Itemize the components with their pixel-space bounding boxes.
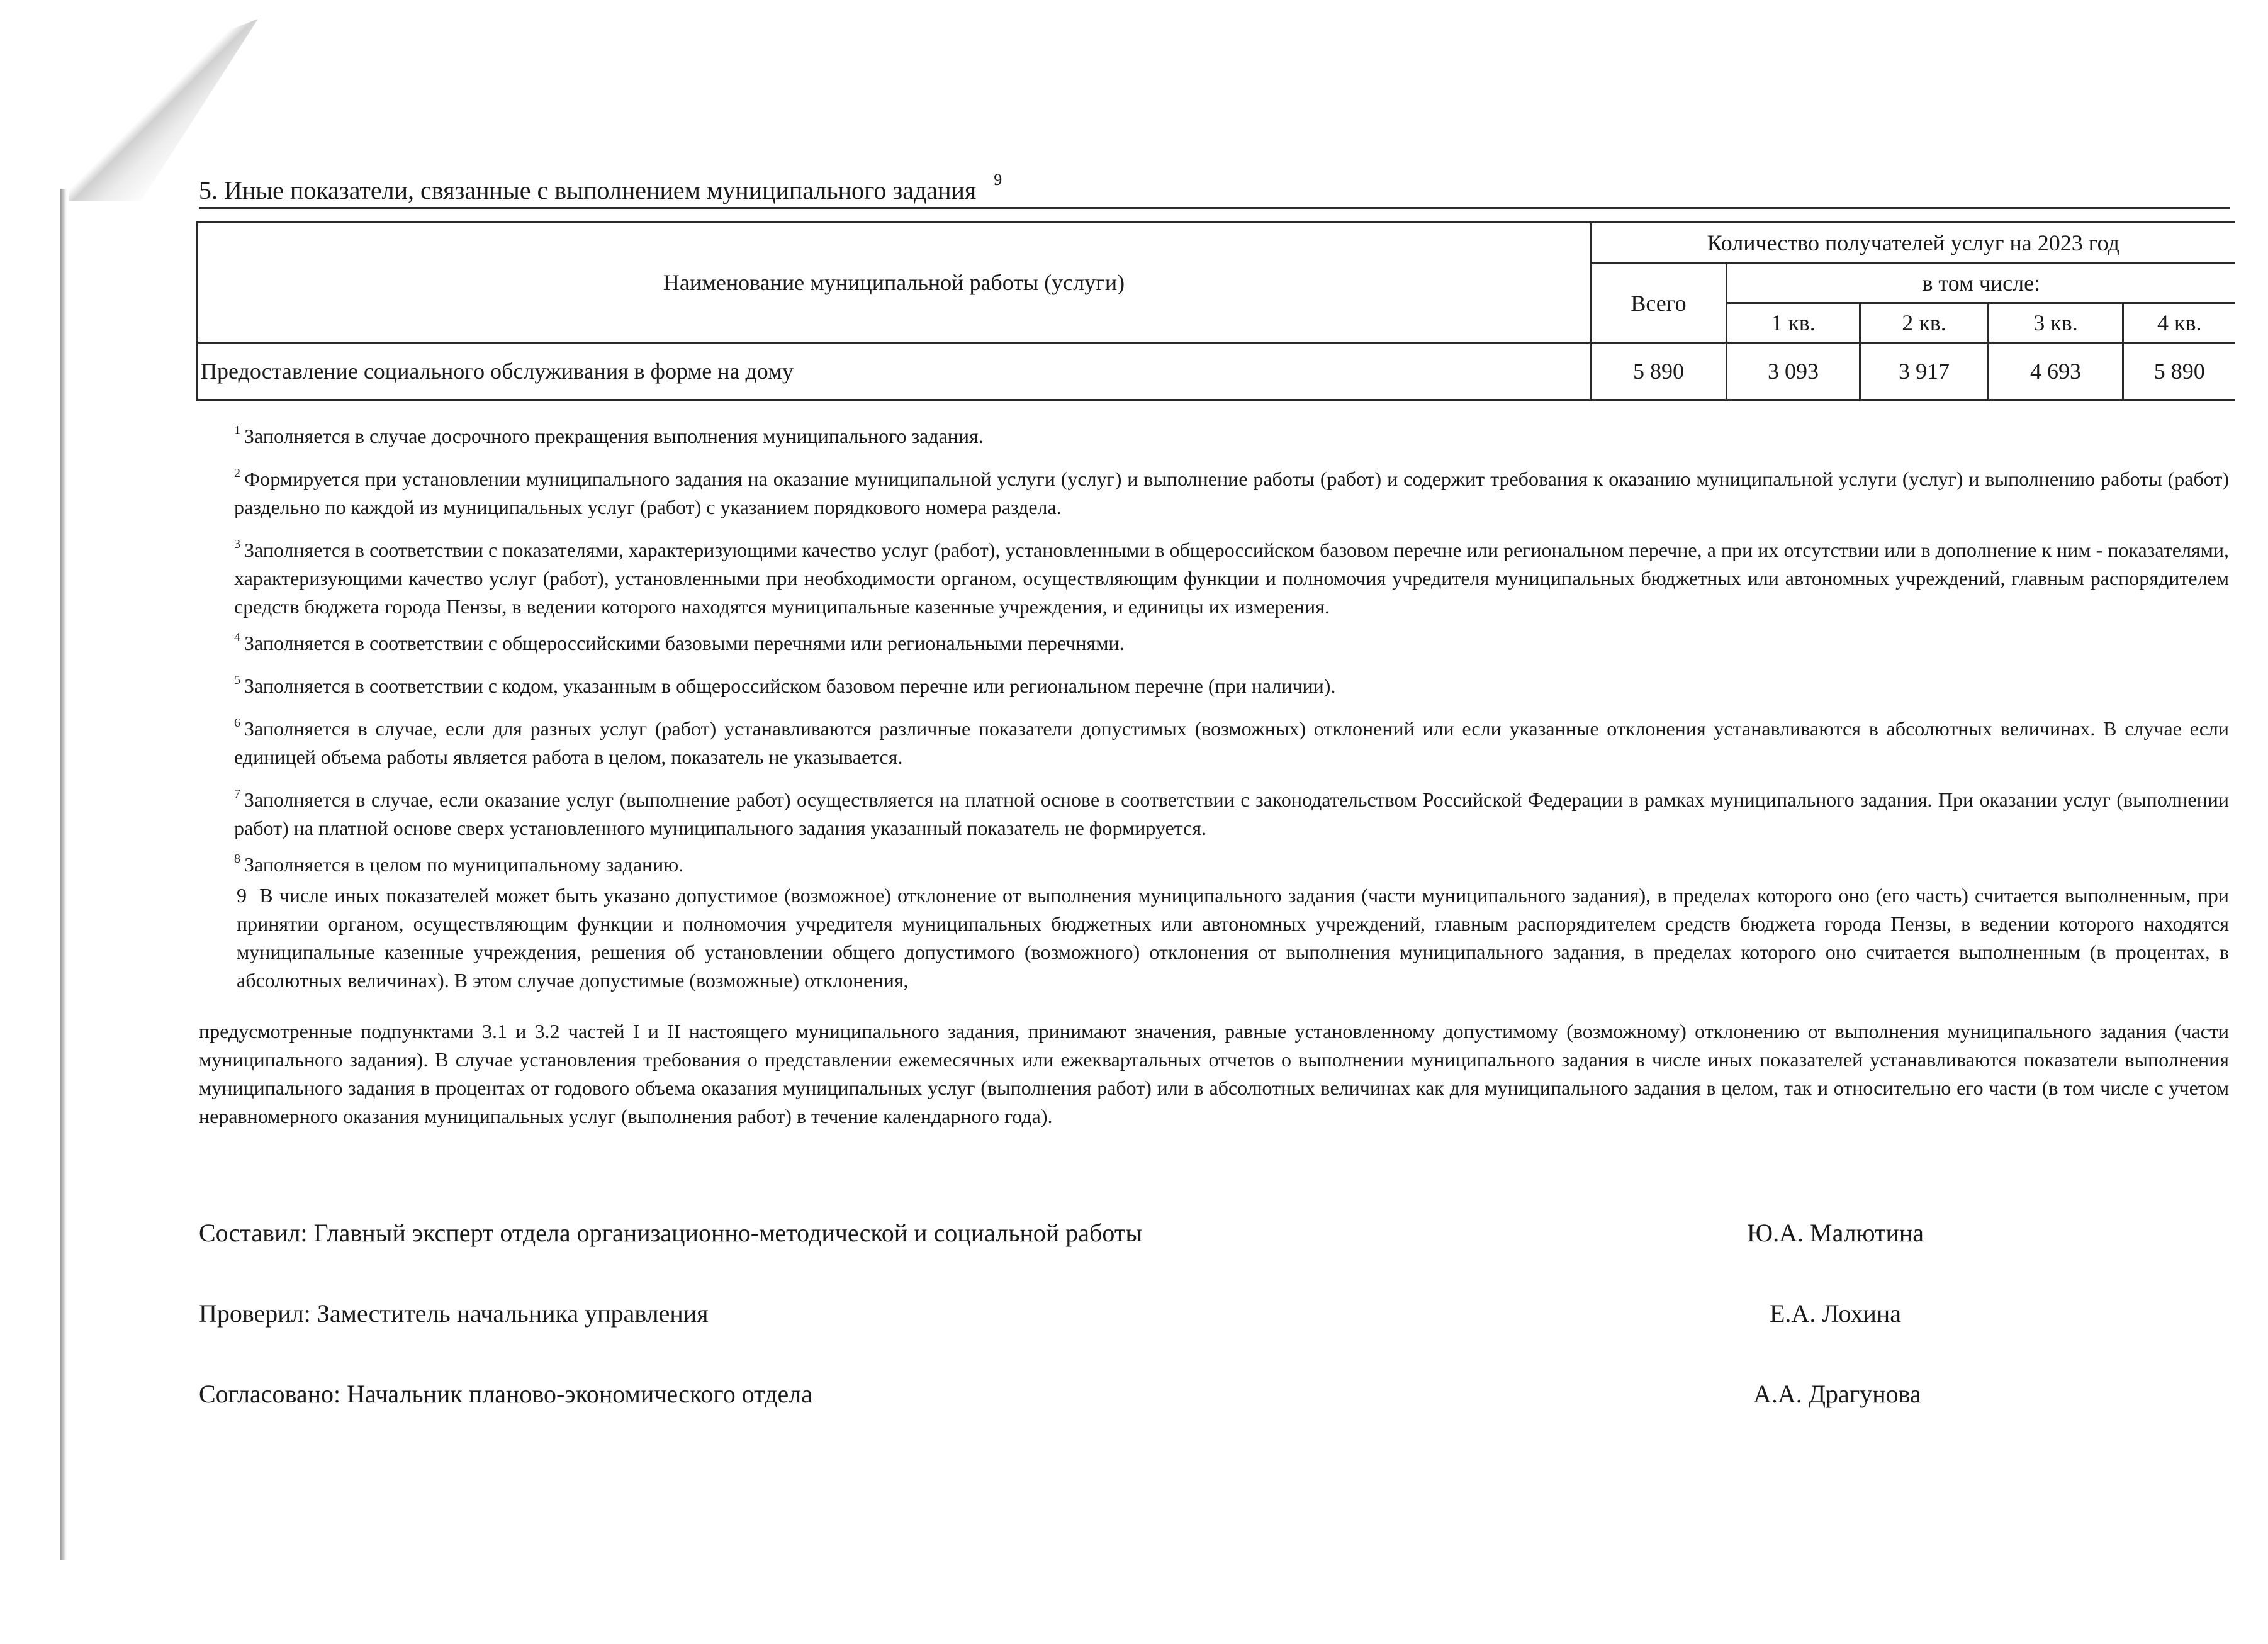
footnote-6 [199, 709, 2229, 771]
footnote-text: Заполняется в целом по муниципальному заданию. [244, 853, 684, 876]
signature-role: Согласовано: Начальник планово-экономического отдела [199, 1380, 812, 1408]
footnote-mark: 9 [237, 884, 247, 907]
quarter-2-cell: 3 917 [1860, 343, 1989, 400]
signature-person: Е.А. Лохина [1770, 1299, 1902, 1328]
footnote-9 [199, 881, 2229, 995]
footnotes [199, 417, 2229, 1139]
footnote-mark: 5 [234, 673, 240, 687]
section-title [199, 165, 2230, 209]
table-row [198, 343, 2235, 400]
table-header-row [198, 223, 2235, 264]
footnote-7 [199, 780, 2229, 842]
quarter-3-header: 3 кв. [1989, 303, 2123, 343]
recipients-group-header: Количество получателей услуг на 2023 год [1591, 223, 2235, 264]
footnote-text: Заполняется в соответствии с кодом, указанным в общероссийском базовом перечне или региональном перечне (при наличии). [244, 674, 1336, 697]
footnote-mark: 7 [234, 787, 240, 801]
quarter-4-cell: 5 890 [2123, 343, 2235, 400]
footnote-text: предусмотренные подпунктами 3.1 и 3.2 частей I и II настоящего муниципального задания, принимают значения, равные установленному допустимому (возможному) отклонению от выполнения муниципального задания (части муниципального задания). В случае установления требования о представлении ежемесячных или ежеквартальных отчетов о выполнении муниципального задания в числе иных показателей устанавливаются показатели выполнения муниципального задания в процентах от годового объема оказания муниципальных услуг (выполнения работ) или в абсолютных величинах как для муниципального задания в целом, так и относительно его части (в том числе с учетом неравномерного оказания муниципальных услуг (выполнения работ) в течение календарного года). [199, 1020, 2229, 1127]
footnote-8 [199, 845, 2229, 879]
footnote-3 [199, 530, 2229, 621]
footnote-9-continuation [199, 1017, 2229, 1131]
footnote-2 [199, 459, 2229, 522]
footnote-text: Формируется при установлении муниципального задания на оказание муниципальной услуги (услуг) и выполнение работы (работ) и содержит требования к оказанию муниципальной услуги (услуг) и выполнению работы (работ) раздельно по каждой из муниципальных услуг (работ) с указанием порядкового номера раздела. [234, 467, 2229, 518]
footnote-mark: 8 [234, 852, 240, 866]
total-cell: 5 890 [1591, 343, 1727, 400]
footnote-mark: 3 [234, 537, 240, 551]
footnote-text: Заполняется в случае досрочного прекращения выполнения муниципального задания. [244, 425, 984, 447]
including-header: в том числе: [1727, 264, 2235, 303]
footnote-text: В числе иных показателей может быть указано допустимое (возможное) отклонение от выполнения муниципального задания (части муниципального задания), в пределах которого оно (его часть) считается выполненным, при принятии органом, осуществляющим функции и полномочия учредителя муниципальных бюджетных или автономных учреждений, главным распорядителем средств бюджета города Пензы, в ведении которого находятся муниципальные казенные учреждения, решения об установлении общего допустимого (возможного) отклонения от выполнения муниципального задания, в пределах которого оно считается выполненным (в процентах, в абсолютных величинах). В этом случае допустимые (возможные) отклонения, [237, 884, 2230, 992]
quarter-1-header: 1 кв. [1727, 303, 1860, 343]
total-header: Всего [1591, 264, 1727, 343]
signature-person: А.А. Драгунова [1753, 1380, 1921, 1408]
signature-checked [199, 1297, 2229, 1330]
footnote-5 [199, 666, 2229, 700]
signature-person: Ю.А. Малютина [1747, 1219, 1924, 1247]
service-name-header: Наименование муниципальной работы (услуги) [198, 223, 1591, 343]
footnote-1 [199, 417, 2229, 450]
footnote-text: Заполняется в соответствии с показателями, характеризующими качество услуг (работ), установленными в общероссийском базовом перечне или региональном перечне, а при их отсутствии или в дополнение к ним - показателями, характеризующими качество услуг (работ), установленными при необходимости органом, осуществляющим функции и полномочия учредителя муниципальных бюджетных или автономных учреждений, главным распорядителем средств бюджета города Пензы, в ведении которого находятся муниципальные казенные учреждения, и единицы их измерения. [234, 539, 2229, 618]
signature-approved [199, 1378, 2229, 1411]
footnote-mark: 1 [234, 423, 240, 437]
quarter-1-cell: 3 093 [1727, 343, 1860, 400]
footnote-mark: 4 [234, 630, 240, 644]
quarter-3-cell: 4 693 [1989, 343, 2123, 400]
signature-role: Составил: Главный эксперт отдела организационно-методической и социальной работы [199, 1219, 1143, 1247]
section-title-text: 5. Иные показатели, связанные с выполнением муниципального задания [199, 176, 977, 204]
scan-shadow-left [60, 189, 67, 1560]
recipients-table [196, 221, 2235, 401]
footnote-mark: 2 [234, 466, 240, 480]
signature-compiled [199, 1217, 2229, 1250]
footnote-text: Заполняется в случае, если оказание услуг (выполнение работ) осуществляется на платной основе в соответствии с законодательством Российской Федерации в рамках муниципального задания. При оказании услуг (выполнении работ) на платной основе сверх установленного муниципального задания указанный показатель не формируется. [234, 788, 2229, 839]
quarter-4-header: 4 кв. [2123, 303, 2235, 343]
footnote-4 [199, 623, 2229, 657]
footnote-text: Заполняется в случае, если для разных услуг (работ) устанавливаются различные показатели допустимых (возможных) отклонений или если указанные отклонения устанавливаются в абсолютных величинах. В случае если единицей объема работы является работа в целом, показатель не указывается. [234, 717, 2229, 768]
section-title-footnote-mark: 9 [994, 171, 1002, 189]
quarter-2-header: 2 кв. [1860, 303, 1989, 343]
footnote-text: Заполняется в соответствии с общероссийскими базовыми перечнями или региональными перечнями. [244, 632, 1125, 654]
service-name-cell: Предоставление социального обслуживания в форме на дому [198, 343, 1591, 400]
signature-role: Проверил: Заместитель начальника управления [199, 1299, 709, 1328]
footnote-mark: 6 [234, 716, 240, 730]
